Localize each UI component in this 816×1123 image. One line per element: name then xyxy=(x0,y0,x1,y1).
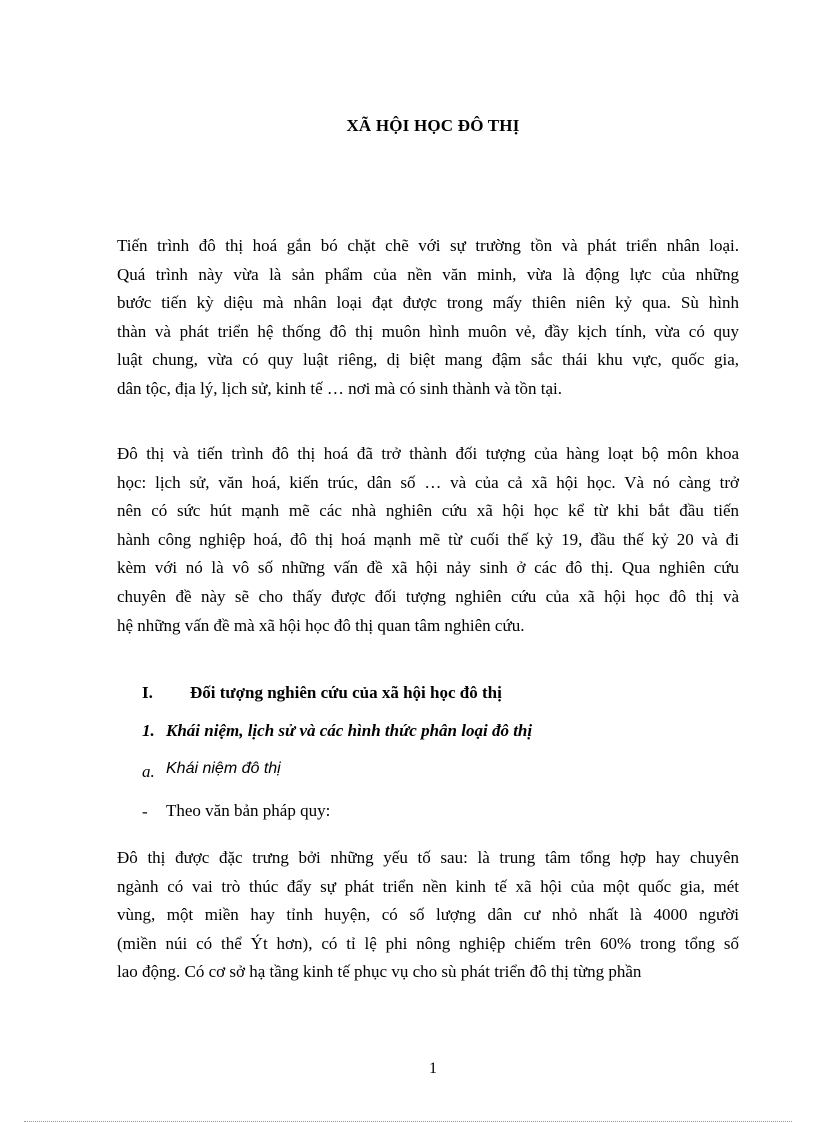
item-heading: Khái niệm đô thị xyxy=(166,760,281,777)
subsection-number: 1. xyxy=(142,721,155,740)
paragraph-line: Tiến trình đô thị hoá gắn bó chặt chẽ với sự trường tồn và phát triển nhân loại. xyxy=(117,236,739,255)
bullet-marker: - xyxy=(142,802,148,821)
paragraph-line: dân tộc, địa lý, lịch sử, kinh tế … nơi mà có sinh thành và tồn tại. xyxy=(117,378,563,398)
paragraph-line: Đô thị và tiến trình đô thị hoá đã trở thành đối tượng của hàng loạt bộ môn khoa xyxy=(117,444,739,463)
item-letter: a. xyxy=(142,762,155,781)
page-number: 1 xyxy=(429,1060,437,1077)
section-heading: Đối tượng nghiên cứu của xã hội học đô thị xyxy=(190,683,502,702)
intro-paragraph xyxy=(117,232,739,404)
paragraph-line: bước tiến kỳ diệu mà nhân loại đạt được trong mấy thiên niên kỷ qua. Sù hình xyxy=(117,293,739,313)
paragraph-line: học: lịch sử, văn hoá, kiến trúc, dân số … và của cả xã hội học. Và nó càng trở xyxy=(117,472,739,492)
paragraph-line: hệ những vấn đề mà xã hội học đô thị quan tâm nghiên cứu. xyxy=(117,615,525,635)
paragraph-line: ngành có vai trò thúc đẩy sự phát triển nền kinh tế xã hội của một quốc gia, mét xyxy=(117,876,739,896)
paragraph-line: kèm với nó là vô số những vấn đề xã hội nảy sinh ở các đô thị. Qua nghiên cứu xyxy=(117,558,739,578)
page-bottom-divider xyxy=(24,1121,792,1122)
paragraph-line: Quá trình này vừa là sản phẩm của nền văn minh, vừa là động lực của những xyxy=(117,264,739,284)
paragraph-line: chuyên đề này sẽ cho thấy được đối tượng nghiên cứu của xã hội học đô thị và xyxy=(117,586,739,606)
definition-paragraph xyxy=(117,844,739,987)
paragraph-line: thàn và phát triển hệ thống đô thị muôn hình muôn vẻ, đầy kịch tính, vừa có quy xyxy=(117,321,739,341)
paragraph-line: Đô thị được đặc trưng bởi những yếu tố sau: là trung tâm tổng hợp hay chuyên xyxy=(117,848,739,867)
paragraph-line: nên có sức hút mạnh mẽ các nhà nghiên cứu xã hội học kể từ khi bắt đầu tiến xyxy=(117,501,739,521)
subsection-heading: Khái niệm, lịch sử và các hình thức phân loại đô thị xyxy=(166,721,533,740)
paragraph-line: luật chung, vừa có quy luật riêng, dị biệt mang đậm sắc thái khu vực, quốc gia, xyxy=(117,350,739,370)
second-paragraph xyxy=(117,440,739,640)
paragraph-line: (miền núi có thể Ýt hơn), có tỉ lệ phi nông nghiệp chiếm trên 60% trong tổng số xyxy=(117,933,739,953)
paragraph-line: vùng, một miền hay tỉnh huyện, có số lượng dân cư nhỏ nhất là 4000 người xyxy=(117,905,739,925)
paragraph-line: hành công nghiệp hoá, đô thị hoá mạnh mẽ từ cuối thế kỷ 19, đầu thế kỷ 20 và đi xyxy=(117,529,739,549)
document-title: XÃ HỘI HỌC ĐÔ THỊ xyxy=(346,116,520,135)
section-number: I. xyxy=(142,683,153,702)
bullet-text: Theo văn bản pháp quy: xyxy=(166,801,331,820)
paragraph-line: lao động. Có cơ sở hạ tầng kinh tế phục vụ cho sù phát triển đô thị từng phần xyxy=(117,962,642,982)
